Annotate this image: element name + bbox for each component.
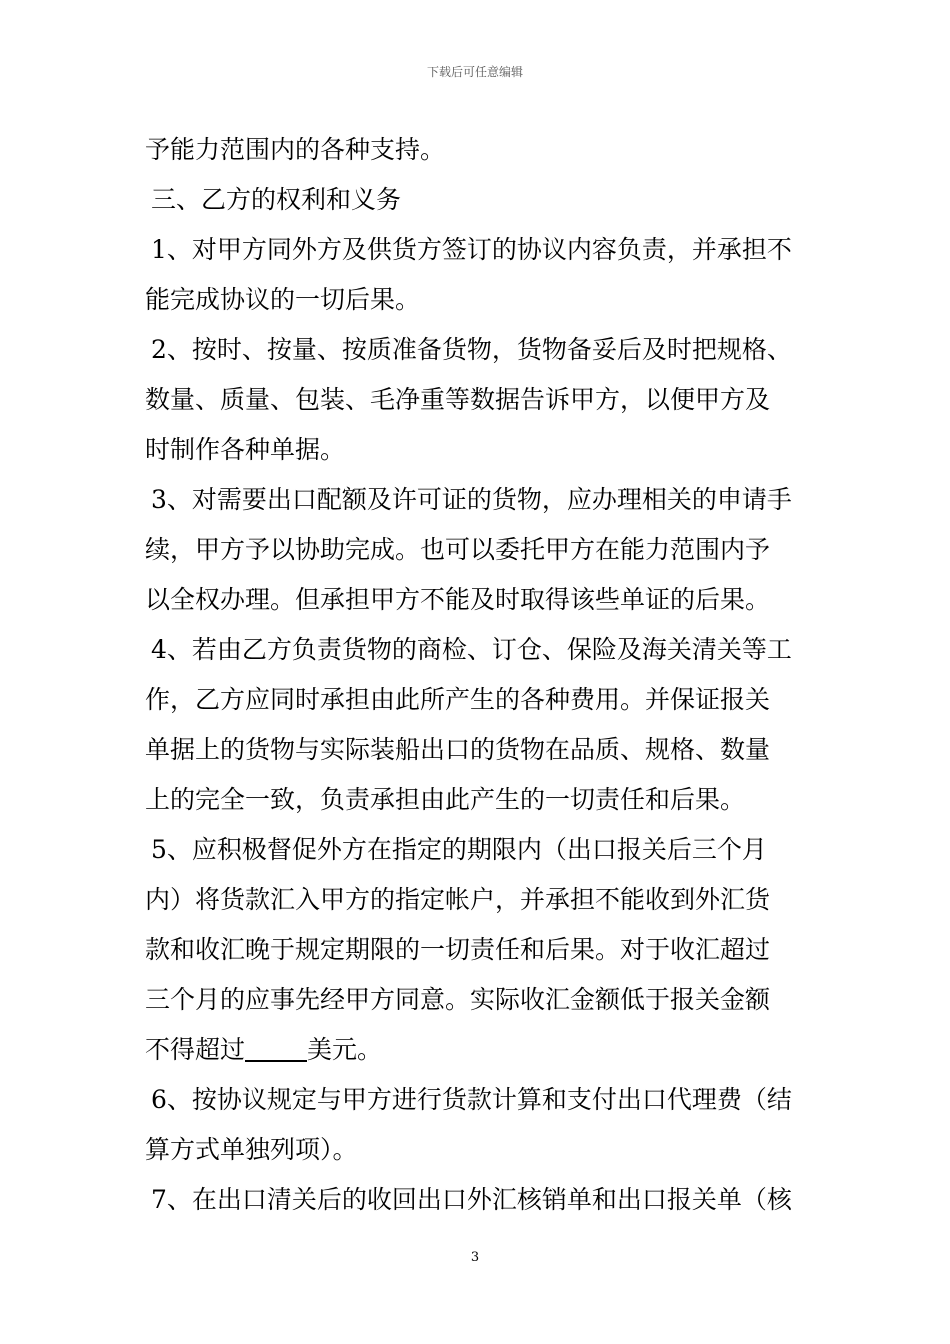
text-line: 数量、质量、包装、毛净重等数据告诉甲方，以便甲方及 xyxy=(145,385,771,414)
text-line: 6、按协议规定与甲方进行货款计算和支付出口代理费（结 xyxy=(151,1085,792,1114)
text-line: 作，乙方应同时承担由此所产生的各种费用。并保证报关 xyxy=(145,685,771,714)
text-line: 续，甲方予以协助完成。也可以委托甲方在能力范围内予 xyxy=(145,535,771,564)
text-line: 能完成协议的一切后果。 xyxy=(145,285,421,314)
text-line: 时制作各种单据。 xyxy=(145,435,346,464)
text-line: 算方式单独列项）。 xyxy=(145,1135,358,1164)
text-line: 上的完全一致，负责承担由此产生的一切责任和后果。 xyxy=(145,785,746,814)
page-number: 3 xyxy=(470,1250,480,1265)
text-line: 三个月的应事先经甲方同意。实际收汇金额低于报关金额 xyxy=(145,985,771,1014)
text-line: 3、对需要出口配额及许可证的货物，应办理相关的申请手 xyxy=(151,485,792,514)
amount-line-prefix: 不得超过 xyxy=(145,1035,246,1064)
text-line: 2、按时、按量、按质准备货物，货物备妥后及时把规格、 xyxy=(151,335,792,364)
amount-line xyxy=(145,1025,813,1075)
text-line: 予能力范围内的各种支持。 xyxy=(145,135,446,164)
section-heading: 三、乙方的权利和义务 xyxy=(151,185,402,214)
text-line: 5、应积极督促外方在指定的期限内（出口报关后三个月 xyxy=(151,835,767,864)
text-line: 款和收汇晚于规定期限的一切责任和后果。对于收汇超过 xyxy=(145,935,771,964)
text-line: 单据上的货物与实际装船出口的货物在品质、规格、数量 xyxy=(145,735,771,764)
text-line: 内）将货款汇入甲方的指定帐户，并承担不能收到外汇货 xyxy=(145,885,771,914)
text-line: 4、若由乙方负责货物的商检、订仓、保险及海关清关等工 xyxy=(151,635,792,664)
text-line: 7、在出口清关后的收回出口外汇核销单和出口报关单（核 xyxy=(151,1185,792,1214)
page-header: 下载后可任意编辑 xyxy=(426,65,523,79)
text-line: 以全权办理。但承担甲方不能及时取得该些单证的后果。 xyxy=(145,585,771,614)
text-line: 1、对甲方同外方及供货方签订的协议内容负责，并承担不 xyxy=(151,235,792,264)
amount-line-suffix: 美元。 xyxy=(307,1035,383,1064)
amount-blank-field xyxy=(245,1032,307,1062)
document-body xyxy=(145,125,813,1225)
